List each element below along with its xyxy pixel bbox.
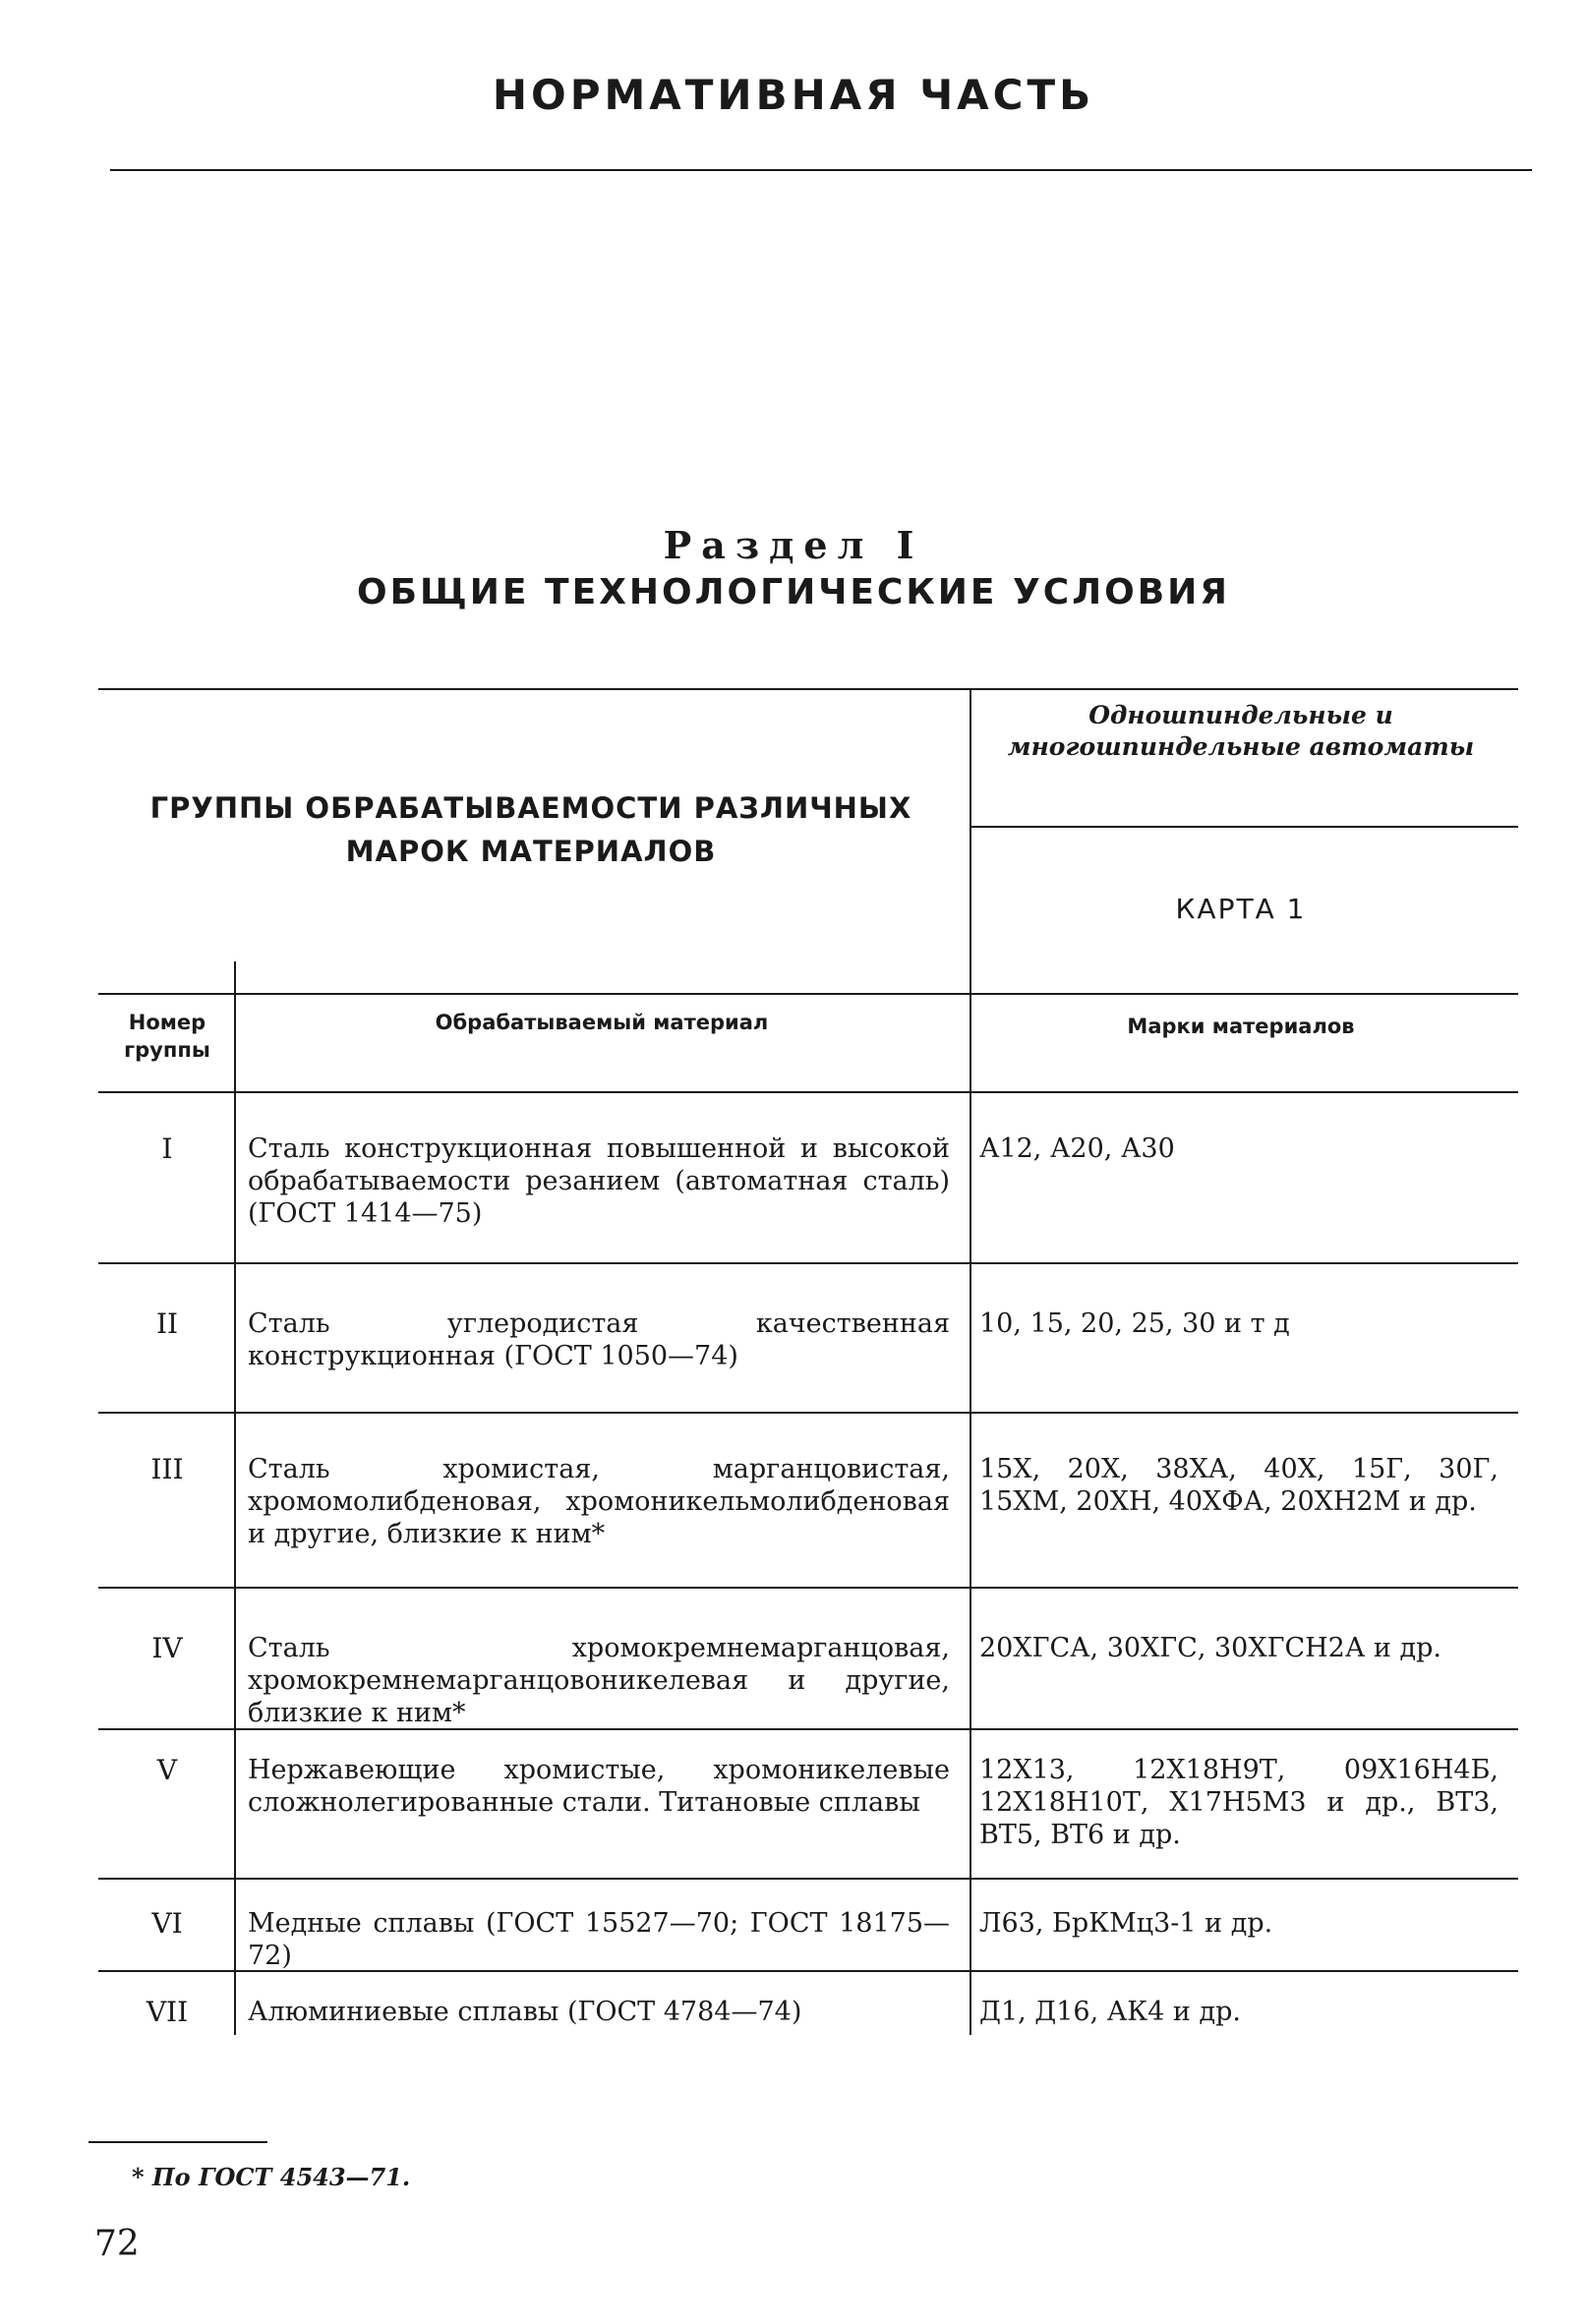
page-header: НОРМАТИВНАЯ ЧАСТЬ — [492, 71, 1095, 119]
material-grades: Д1, Д16, АК4 и др. — [979, 1997, 1241, 2027]
group-number: V — [156, 1754, 178, 1786]
column-header-material: Обрабатываемый материал — [435, 1011, 769, 1034]
material-description: Сталь хромокремнемарганцовая, хромокремнемарганцовоникелевая и другие, близкие к ним* — [248, 1633, 950, 1728]
card-label: КАРТА 1 — [1175, 893, 1307, 925]
material-grades: 12Х13, 12Х18Н9Т, 09Х16Н4Б, 12Х18Н10Т, Х17Н5М3 и др., ВТ3, ВТ5, ВТ6 и др. — [979, 1755, 1499, 1850]
section-label: Раздел I — [663, 523, 924, 567]
material-description: Медные сплавы (ГОСТ 15527—70; ГОСТ 18175—72) — [248, 1908, 950, 1971]
material-grades: 20ХГСА, 30ХГС, 30ХГСН2А и др. — [979, 1633, 1441, 1663]
material-grades: А12, А20, А30 — [979, 1133, 1175, 1164]
footnote-rule — [88, 2141, 267, 2143]
material-grades: Л63, БрКМц3-1 и др. — [979, 1908, 1273, 1939]
material-grades: 10, 15, 20, 25, 30 и т д — [979, 1308, 1290, 1339]
group-number: I — [161, 1133, 173, 1165]
material-description: Сталь конструкционная повышенной и высокой обрабатываемости резанием (автоматная сталь) (ГОСТ 1414—75) — [248, 1133, 950, 1229]
section-title: ОБЩИЕ ТЕХНОЛОГИЧЕСКИЕ УСЛОВИЯ — [357, 572, 1230, 612]
page-number: 72 — [94, 2224, 140, 2264]
footnote: * По ГОСТ 4543—71. — [132, 2163, 411, 2191]
group-number: VII — [146, 1996, 189, 2028]
material-description: Сталь углеродистая качественная конструкционная (ГОСТ 1050—74) — [248, 1308, 950, 1371]
material-description: Алюминиевые сплавы (ГОСТ 4784—74) — [248, 1997, 802, 2027]
group-number: II — [155, 1307, 179, 1340]
header-rule — [110, 169, 1532, 171]
group-number: IV — [151, 1632, 183, 1664]
material-grades: 15Х, 20Х, 38ХА, 40Х, 15Г, 30Г, 15ХМ, 20ХН, 40ХФА, 20ХН2М и др. — [979, 1454, 1499, 1517]
table-title: ГРУППЫ ОБРАБАТЫВАЕМОСТИ РАЗЛИЧНЫХ МАРОК МАТЕРИАЛОВ — [149, 791, 912, 868]
column-header-grades: Марки материалов — [1127, 1015, 1355, 1038]
group-number: III — [150, 1453, 184, 1485]
column-header-group-number: Номер группы — [124, 1011, 210, 1062]
material-description: Сталь хромистая, марганцовистая, хромомолибденовая, хромоникельмолибденовая и другие, близкие к ним* — [248, 1454, 950, 1549]
machine-type-header: Одношпиндельные и многошпиндельные автоматы — [1007, 701, 1475, 761]
group-number: VI — [151, 1907, 183, 1940]
material-description: Нержавеющие хромистые, хромоникелевые сложнолегированные стали. Титановые сплавы — [248, 1755, 950, 1818]
